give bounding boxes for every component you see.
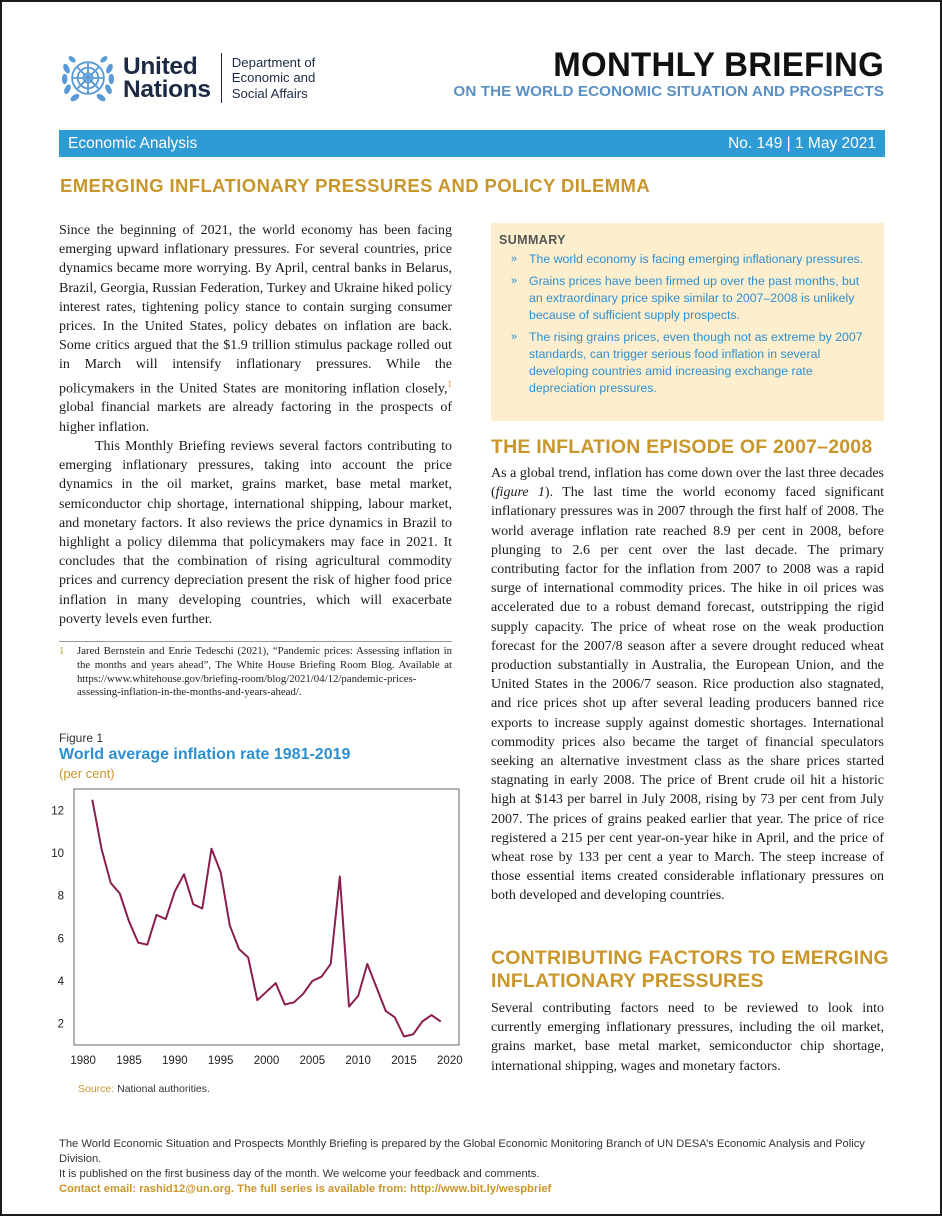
org-name (123, 55, 211, 101)
briefing-title: MONTHLY BRIEFING (553, 46, 884, 84)
y-tick-label: 8 (57, 890, 64, 903)
footer-contact[interactable]: Contact email: rashid12@un.org. The full series is available from: http://www.bit.ly/wespbrief (59, 1183, 552, 1195)
footnote-ref[interactable]: 1 (447, 378, 452, 389)
bullet-icon: » (511, 253, 518, 265)
x-tick-label: 1990 (162, 1055, 188, 1067)
summary-box (491, 223, 884, 421)
y-tick-label: 10 (51, 848, 64, 860)
section-1-body (491, 464, 884, 906)
figure-source (78, 1083, 210, 1095)
dept-line2: Economic and (231, 70, 316, 86)
section-1-text-b: ). The last time the world economy faced significant inflationary pressures was in 2007 through the first half of 2008. The world average inflation rate reached 8.9 per cent in 2008, before plunging to 2.6 per cent over the last decade. The primary contributing factor for the inflation from 2007 to 2008 was a rapid surge of international commodity prices. The hike in oil prices was accelerated due to a robust demand forecast, outstripping the rigid supply capacity. The price of wheat rose on the weak production forecast for the 2007/8 season after a severe drought reduced wheat production substantially in Australia, the European Union, and the United States in the 2006/7 season. Rice production also stagnated, and rice prices shot up after several leading producers banned rice exports to increase supply against domestic shortages. International commodity prices also became the target of financial speculators seeking an alternative investment class as the share prices started stagnating in early 2008. The price of Brent crude oil hit a historic high at $143 per barrel in July 2008, rising by 73 per cent from July 2007. The prices of grains peaked earlier that year. The price of rice registered a 215 per cent year-on-year hike in April, and the price of wheat rose by 133 per cent a year to March. The steep increase of those essential items created considerable inflationary pressures on both developed and developing countries. (491, 485, 885, 904)
inflation-line-chart (49, 782, 469, 1078)
x-axis-ticks (70, 1055, 462, 1067)
un-emblem-icon (60, 50, 116, 106)
un-logo (60, 50, 315, 106)
dept-line1: Department of (231, 54, 316, 70)
figure-label: Figure 1 (59, 731, 104, 745)
x-tick-label: 2010 (345, 1055, 371, 1067)
figure-title: World average inflation rate 1981-2019 (59, 746, 351, 763)
x-tick-label: 2000 (253, 1055, 280, 1067)
bullet-icon: » (511, 275, 518, 287)
paragraph-2: This Monthly Briefing reviews several factors contributing to emerging inflationary pressures, taking into account the price dynamics in the oil market, grains market, base metal market, semiconductor chip shortage, international shipping, labour market, and monetary factors. It also reviews the price dynamics in Brazil to highlight a policy dilemma that policymakers may face in 2021. It concludes that the combination of rising agricultural commodity prices and currency depreciation present the risk of higher food price inflation in many developing countries, which will exacerbate poverty levels even further. (59, 438, 452, 627)
footer-line1: The World Economic Situation and Prospects Monthly Briefing is prepared by the Global Economic Monitoring Branch of UN DESA’s Economic Analysis and Policy Division. (59, 1138, 865, 1165)
summary-item (499, 273, 874, 324)
section-heading-inflation-episode: THE INFLATION EPISODE OF 2007–2008 (491, 436, 873, 458)
figure-reference[interactable]: figure 1 (495, 485, 545, 501)
section-1-text-a: As a global trend, inflation has come down over the last three decades ( (491, 466, 884, 501)
summary-item-text: The world economy is facing emerging inflationary pressures. (529, 252, 864, 266)
figure-unit: (per cent) (59, 766, 115, 781)
footnote (59, 641, 452, 700)
footnote-number: 1 (59, 645, 65, 657)
bullet-icon: » (511, 331, 518, 343)
y-tick-label: 6 (57, 933, 64, 946)
issue-number-date: No. 149 | 1 May 2021 (728, 135, 876, 152)
footnote-text: Jared Bernstein and Enrie Tedeschi (2021), “Pandemic prices: Assessing inflation in the months and years ahead”, The White House Briefing Room Blog. Available at https://www.whitehouse.gov/briefing-room/blog/2021/04/12/pandemic-prices-assessing-inflation-in-the-months-and-years-ahead/. (77, 645, 452, 699)
x-tick-label: 2005 (299, 1055, 326, 1067)
y-axis-ticks (51, 805, 64, 1030)
dept-line3: Social Affairs (231, 85, 308, 101)
x-tick-label: 1985 (116, 1055, 142, 1067)
y-tick-label: 4 (57, 976, 64, 988)
paragraph-1-text-b: global financial markets are already factoring in the prospects of higher inflation. (59, 400, 452, 435)
org-name-line1: United (123, 53, 198, 80)
y-tick-label: 12 (51, 805, 64, 818)
summary-item (499, 329, 874, 397)
issue-bar (59, 130, 885, 157)
logo-divider (221, 53, 222, 103)
x-tick-label: 1995 (207, 1055, 234, 1067)
summary-item-text: Grains prices have been firmed up over the past months, but an extraordinary price spike similar to 2007–2008 is unlikely because of sufficient supply prospects. (529, 274, 860, 322)
source-label: Source: (78, 1083, 115, 1095)
x-tick-label: 1980 (70, 1055, 96, 1067)
x-tick-label: 2020 (437, 1055, 463, 1067)
article-body-left (59, 221, 452, 629)
source-text: National authorities. (114, 1083, 210, 1095)
summary-heading: SUMMARY (499, 233, 566, 247)
section-2-heading-line1: CONTRIBUTING FACTORS TO EMERGING (491, 947, 889, 969)
footer-line2: It is published on the first business day of the month. We welcome your feedback and comments. (59, 1168, 540, 1180)
section-2-body: Several contributing factors need to be reviewed to look into currently emerging inflationary pressures, including the oil market, grains market, base metal market, semiconductor chip shortage, international shipping, wages and monetary factors. (491, 1001, 884, 1074)
briefing-subtitle: ON THE WORLD ECONOMIC SITUATION AND PROSPECTS (453, 83, 884, 100)
paragraph-1 (59, 221, 452, 437)
org-name-line2: Nations (123, 76, 211, 103)
summary-item-text: The rising grains prices, even though not as extreme by 2007 standards, can trigger serious food inflation in several developing countries amid increasing exchange rate depreciation pressures. (529, 330, 863, 395)
summary-item (499, 251, 874, 268)
section-2-heading-line2: INFLATIONARY PRESSURES (491, 970, 764, 992)
y-tick-label: 2 (57, 1018, 64, 1031)
chart-plot-frame (74, 789, 459, 1045)
section-label: Economic Analysis (68, 135, 198, 152)
section-heading-contributing-factors (491, 947, 889, 993)
article-title: EMERGING INFLATIONARY PRESSURES AND POLICY DILEMMA (60, 175, 651, 196)
department-name (232, 55, 316, 102)
page-footer (59, 1137, 889, 1197)
x-tick-label: 2015 (391, 1055, 417, 1067)
paragraph-1-text-a: Since the beginning of 2021, the world economy has been facing emerging upward inflationary pressures. For several countries, price dynamics became more worrying. By April, central banks in Belarus, Brazil, Georgia, Russian Federation, Turkey and Ukraine hiked policy interest rates, tightening policy stance to contain surging consumer prices. In the United States, policy debates on inflation are back. Some critics argued that the $1.9 trillion stimulus package rolled out in March will intensify inflationary pressures. While the policymakers in the United States are monitoring inflation closely, (59, 223, 452, 397)
